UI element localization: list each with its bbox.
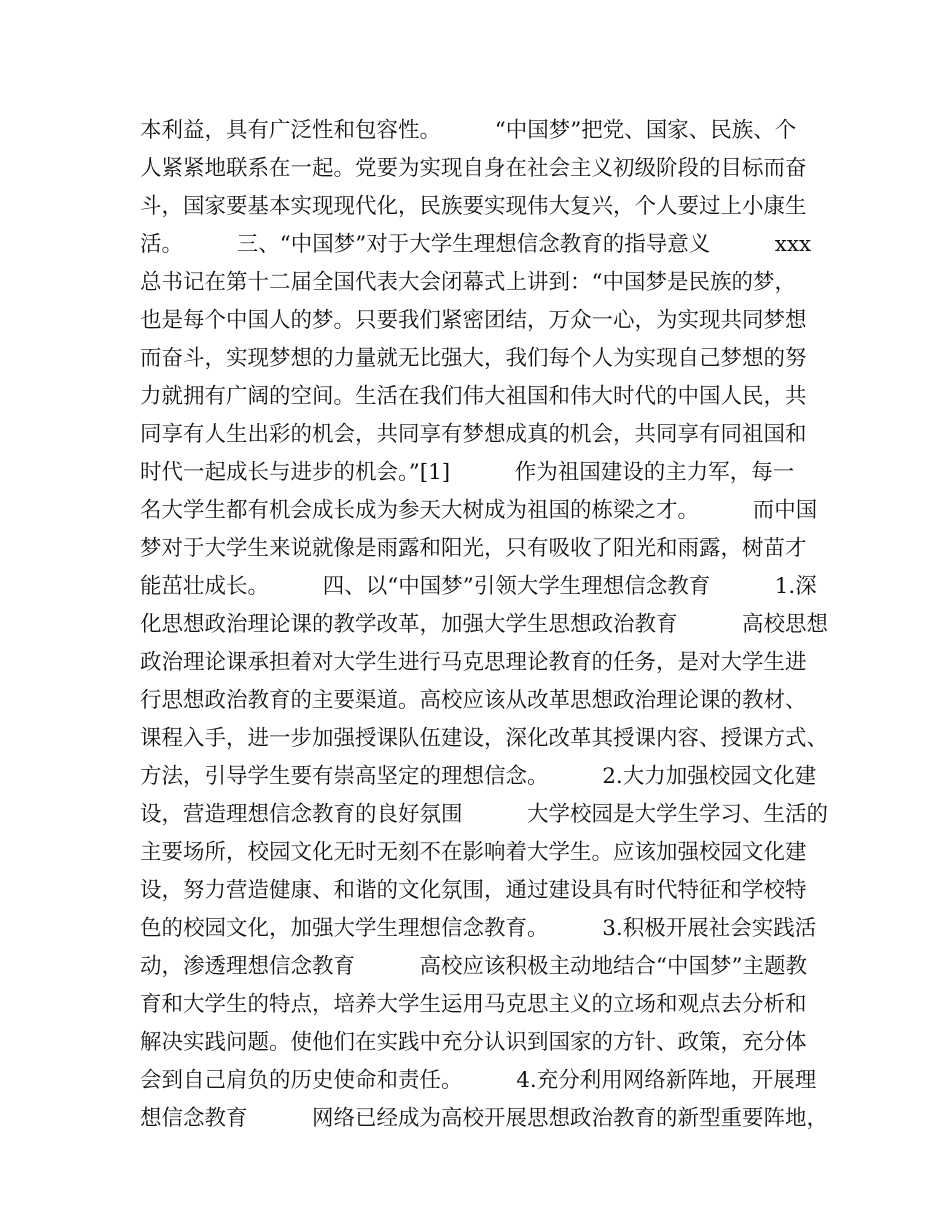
text-line: 名大学生都有机会成长成为参天大树成为祖国的栋梁之才。 而中国	[140, 498, 818, 523]
text-line: 设，努力营造健康、和谐的文化氛围，通过建设具有时代特征和学校特	[140, 878, 807, 903]
text-line: 行思想政治教育的主要渠道。高校应该从改革思想政治理论课的教材、	[140, 688, 807, 713]
text-line: 也是每个中国人的梦。只要我们紧密团结，万众一心，为实现共同梦想	[140, 308, 807, 333]
text-line: 色的校园文化，加强大学生理想信念教育。 3.积极开展社会实践活	[140, 916, 817, 941]
text-line: 动，渗透理想信念教育 高校应该积极主动地结合“中国梦”主题教	[140, 954, 807, 979]
text-line: 解决实践问题。使他们在实践中充分认识到国家的方针、政策，充分体	[140, 1030, 807, 1055]
text-line: 课程入手，进一步加强授课队伍建设，深化改革其授课内容、授课方式、	[140, 726, 829, 751]
text-line: 力就拥有广阔的空间。生活在我们伟大祖国和伟大时代的中国人民，共	[140, 384, 807, 409]
text-line: 能茁壮成长。 四、以“中国梦”引领大学生理想信念教育 1.深	[140, 574, 817, 599]
text-line: 方法，引导学生要有崇高坚定的理想信念。 2.大力加强校园文化建	[140, 764, 817, 789]
text-line: 同享有人生出彩的机会，共同享有梦想成真的机会，共同享有同祖国和	[140, 422, 807, 447]
text-line: 斗，国家要基本实现现代化，民族要实现伟大复兴，个人要过上小康生	[140, 194, 807, 219]
text-line: 育和大学生的特点，培养大学生运用马克思主义的立场和观点去分析和	[140, 992, 807, 1017]
text-line: 化思想政治理论课的教学改革，加强大学生思想政治教育 高校思想	[140, 612, 829, 637]
text-line: 活。 三、“中国梦”对于大学生理想信念教育的指导意义 xxx	[140, 232, 812, 257]
text-line: 政治理论课承担着对大学生进行马克思理论教育的任务，是对大学生进	[140, 650, 807, 675]
text-line: 设，营造理想信念教育的良好氛围 大学校园是大学生学习、生活的	[140, 802, 829, 827]
text-line: 梦对于大学生来说就像是雨露和阳光，只有吸收了阳光和雨露，树苗才	[140, 536, 807, 561]
text-line: 总书记在第十二届全国代表大会闭幕式上讲到：“中国梦是民族的梦，	[140, 270, 796, 295]
text-line: 会到自己肩负的历史使命和责任。 4.充分利用网络新阵地，开展理	[140, 1068, 817, 1093]
text-line: 想信念教育 网络已经成为高校开展思想政治教育的新型重要阵地，	[140, 1106, 829, 1131]
text-line: 而奋斗，实现梦想的力量就无比强大，我们每个人为实现自己梦想的努	[140, 346, 807, 371]
text-line: 主要场所，校园文化无时无刻不在影响着大学生。应该加强校园文化建	[140, 840, 807, 865]
text-line: 时代一起成长与进步的机会。”[1] 作为祖国建设的主力军，每一	[140, 460, 795, 485]
text-line: 本利益，具有广泛性和包容性。 “中国梦”把党、国家、民族、个	[140, 118, 797, 143]
text-line: 人紧紧地联系在一起。党要为实现自身在社会主义初级阶段的目标而奋	[140, 156, 807, 181]
body-text	[140, 112, 830, 1138]
